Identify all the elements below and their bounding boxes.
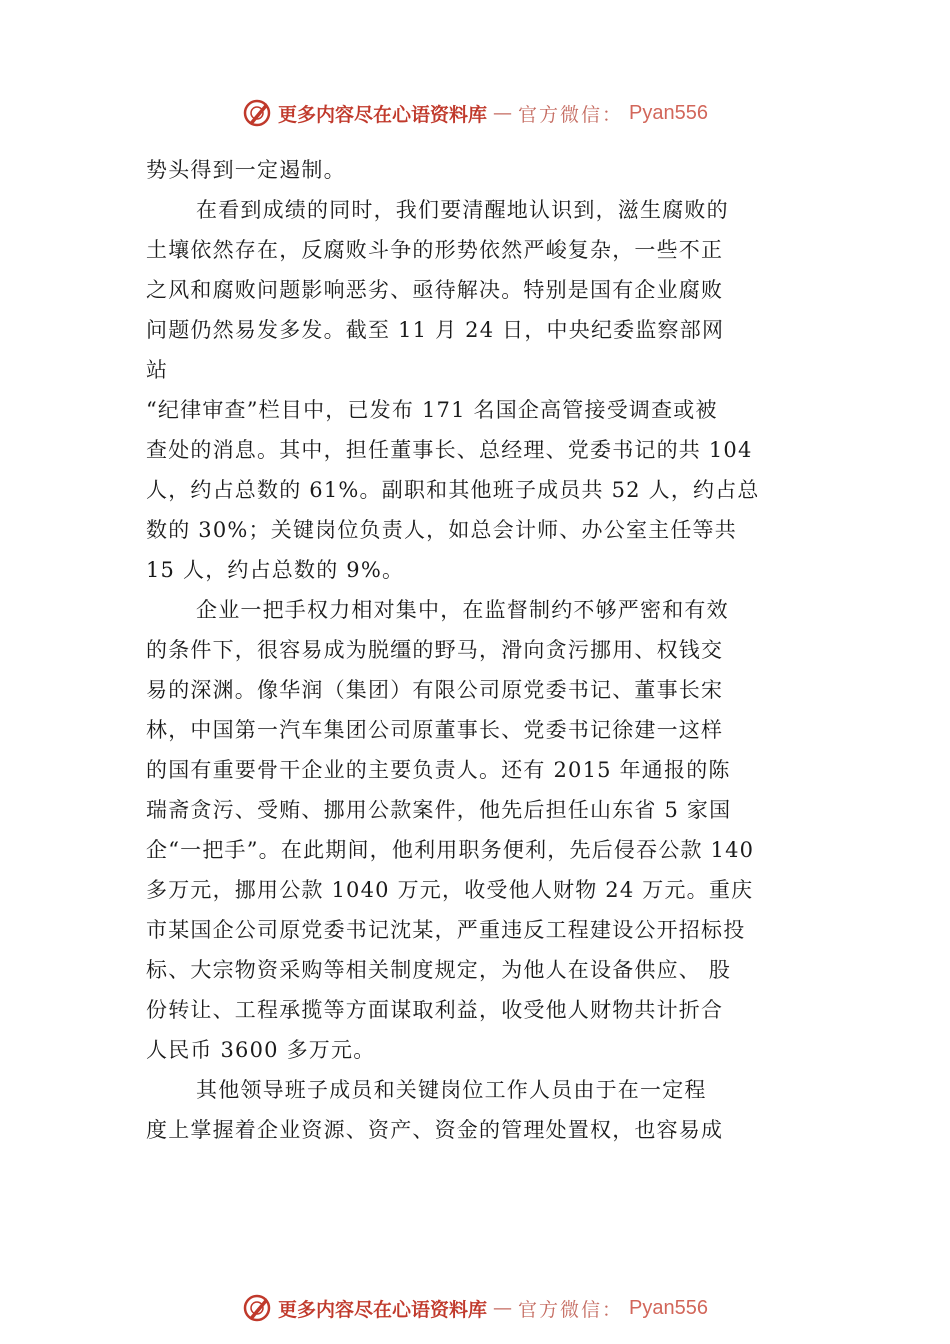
text-line: 势头得到一定遏制。 <box>146 158 346 182</box>
text-line: 其他领导班子成员和关键岗位工作人员由于在一定程 <box>196 1078 707 1102</box>
text-line: 度上掌握着企业资源、资产、资金的管理处置权，也容易成 <box>146 1118 724 1142</box>
text-line: 人民币 3600 多万元。 <box>146 1038 376 1062</box>
footer-wechat-id: Pyan556 <box>629 1296 708 1319</box>
footer-banner <box>242 1293 708 1323</box>
text-line: 土壤依然存在，反腐败斗争的形势依然严峻复杂，一些不正 <box>146 238 724 262</box>
text-line: 易的深渊。像华润（集团）有限公司原党委书记、董事长宋 <box>146 678 724 702</box>
text-line: 企业一把手权力相对集中，在监督制约不够严密和有效 <box>196 598 729 622</box>
quill-logo-icon <box>242 1293 272 1323</box>
text-line: 林，中国第一汽车集团公司原董事长、党委书记徐建一这样 <box>146 718 724 742</box>
text-line: 标、大宗物资采购等相关制度规定，为他人在设备供应、 股 <box>146 958 732 982</box>
quill-logo-icon <box>242 98 272 128</box>
text-line: 市某国企公司原党委书记沈某，严重违反工程建设公开招标投 <box>146 918 746 942</box>
text-line: 瑞斋贪污、受贿、挪用公款案件，他先后担任山东省 5 家国 <box>146 798 732 822</box>
text-line: 数的 30%；关键岗位负责人，如总会计师、办公室主任等共 <box>146 518 737 542</box>
document-body <box>146 150 808 1150</box>
text-line: 多万元，挪用公款 1040 万元，收受他人财物 24 万元。重庆 <box>146 878 754 902</box>
text-line: “纪律审查”栏目中，已发布 171 名国企高管接受调查或被 <box>146 398 718 422</box>
text-line: 查处的消息。其中，担任董事长、总经理、党委书记的共 104 <box>146 438 753 462</box>
text-line: 企“一把手”。在此期间，他利用职务便利，先后侵吞公款 140 <box>146 838 755 862</box>
text-line: 站 <box>146 358 169 382</box>
footer-wechat-label: 官方微信： <box>518 1298 624 1321</box>
header-brand-text: 更多内容尽在心语资料库 <box>278 103 488 126</box>
header-banner <box>242 98 708 128</box>
text-line: 在看到成绩的同时，我们要清醒地认识到，滋生腐败的 <box>196 198 729 222</box>
text-line: 份转让、工程承揽等方面谋取利益，收受他人财物共计折合 <box>146 998 724 1022</box>
page-header <box>0 93 950 133</box>
text-line: 问题仍然易发多发。截至 11 月 24 日，中央纪委监察部网 <box>146 318 725 342</box>
text-line: 的条件下，很容易成为脱缰的野马，滑向贪污挪用、权钱交 <box>146 638 724 662</box>
header-wechat-label: 官方微信： <box>518 103 624 126</box>
text-line: 15 人，约占总数的 9%。 <box>146 558 405 582</box>
text-line: 的国有重要骨干企业的主要负责人。还有 2015 年通报的陈 <box>146 758 731 782</box>
text-line: 人，约占总数的 61%。副职和其他班子成员共 52 人，约占总 <box>146 478 760 502</box>
header-wechat-id: Pyan556 <box>629 101 708 124</box>
header-separator: — <box>493 102 513 124</box>
footer-separator: — <box>493 1297 513 1319</box>
text-line: 之风和腐败问题影响恶劣、亟待解决。特别是国有企业腐败 <box>146 278 724 302</box>
page-footer <box>0 1288 950 1328</box>
footer-brand-text: 更多内容尽在心语资料库 <box>278 1298 488 1321</box>
